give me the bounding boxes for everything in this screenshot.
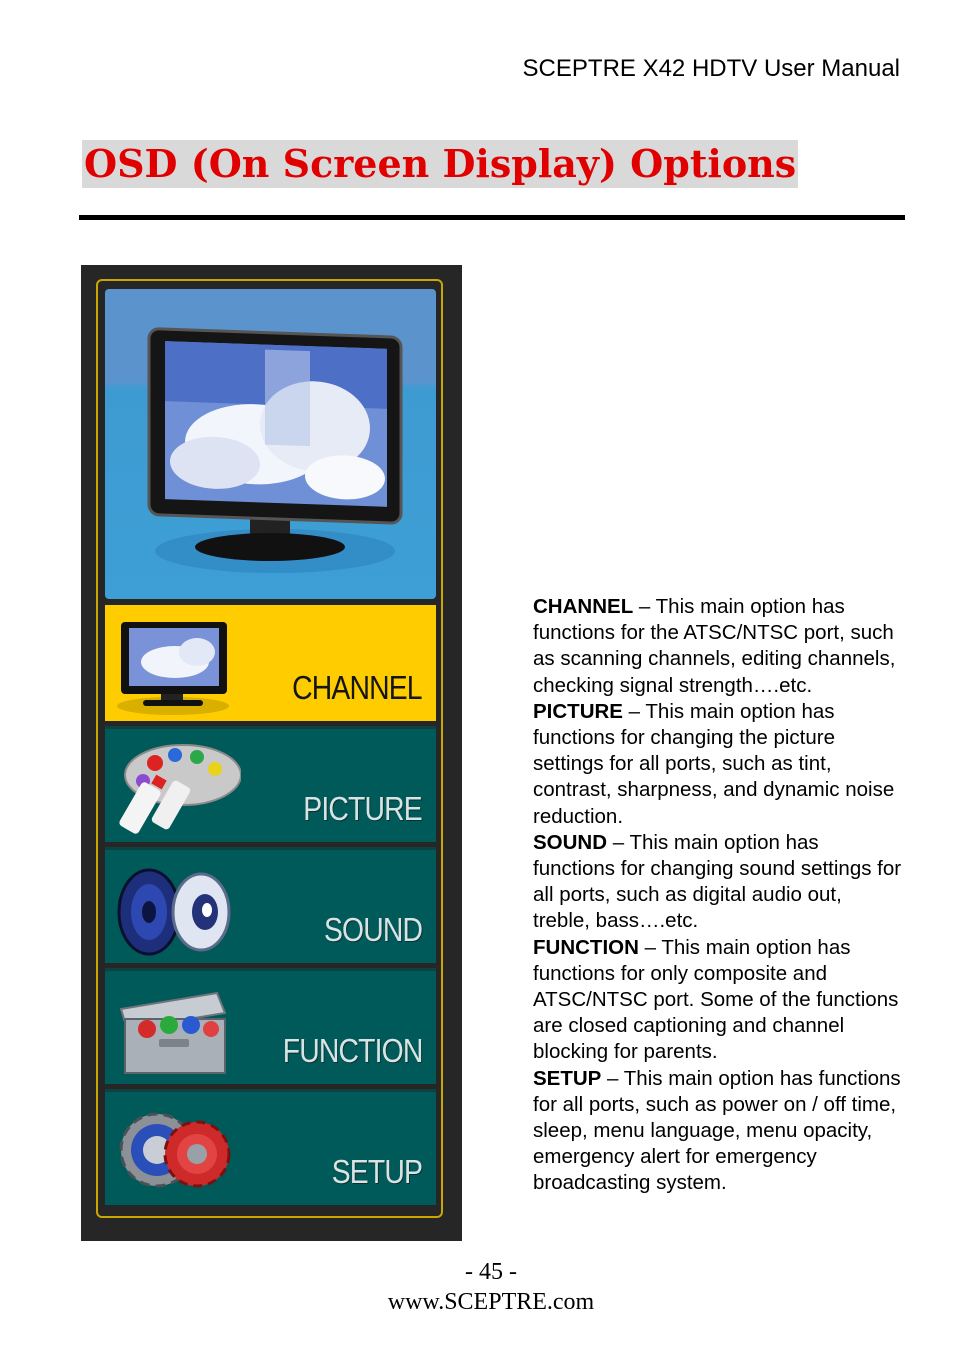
page-number: - 45 - bbox=[465, 1259, 517, 1285]
description-term: PICTURE bbox=[533, 699, 623, 723]
gears-icon bbox=[113, 1100, 241, 1200]
osd-banner-tv-image bbox=[105, 289, 436, 599]
osd-item-label: SOUND bbox=[323, 911, 422, 948]
divider bbox=[79, 215, 905, 220]
osd-menu-screenshot bbox=[81, 265, 462, 1241]
osd-item-label: PICTURE bbox=[303, 790, 422, 827]
speaker-icon bbox=[113, 858, 241, 958]
description-text: – This main option has functions for only composite and ATSC/NTSC port. Some of the functions are closed captioning and channel blocking for parents. bbox=[533, 935, 899, 1064]
osd-item-setup[interactable] bbox=[105, 1089, 436, 1205]
osd-item-label: CHANNEL bbox=[292, 669, 422, 706]
description-term: SETUP bbox=[533, 1066, 602, 1090]
description-sound bbox=[533, 830, 903, 935]
page-title: OSD (On Screen Display) Options bbox=[84, 141, 797, 186]
description-setup bbox=[533, 1066, 903, 1197]
manual-header-title: SCEPTRE X42 HDTV User Manual bbox=[522, 55, 900, 82]
description-text: – This main option has functions for changing the picture settings for all ports, such as tint, contrast, sharpness, and dynamic noise reduction. bbox=[533, 699, 895, 828]
description-channel bbox=[533, 594, 903, 699]
description-text: – This main option has functions for the ATSC/NTSC port, such as scanning channels, editing channels, checking signal strength….etc. bbox=[533, 595, 896, 697]
osd-item-sound[interactable] bbox=[105, 847, 436, 963]
palette-icon bbox=[113, 737, 241, 837]
tv-icon bbox=[113, 616, 241, 716]
description-function bbox=[533, 935, 903, 1066]
description-term: CHANNEL bbox=[533, 595, 634, 618]
description-text: – This main option has functions for all ports, such as power on / off time, sleep, menu language, menu opacity, emergency alert for emergency broadcasting system. bbox=[533, 1066, 901, 1195]
description-text: – This main option has functions for changing sound settings for all ports, such as digital audio out, treble, bass….etc. bbox=[533, 830, 902, 933]
osd-item-channel[interactable] bbox=[105, 605, 436, 721]
flat-screen-tv-icon bbox=[105, 289, 436, 599]
toolbox-icon bbox=[113, 979, 241, 1079]
osd-item-function[interactable] bbox=[105, 968, 436, 1084]
osd-item-label: FUNCTION bbox=[282, 1032, 422, 1069]
menu-descriptions bbox=[533, 594, 903, 1197]
description-term: SOUND bbox=[533, 830, 608, 854]
osd-item-label: SETUP bbox=[331, 1153, 422, 1190]
osd-item-picture[interactable] bbox=[105, 726, 436, 842]
description-picture bbox=[533, 699, 903, 830]
description-term: FUNCTION bbox=[533, 935, 639, 959]
website-footer: www.SCEPTRE.com bbox=[387, 1289, 595, 1315]
